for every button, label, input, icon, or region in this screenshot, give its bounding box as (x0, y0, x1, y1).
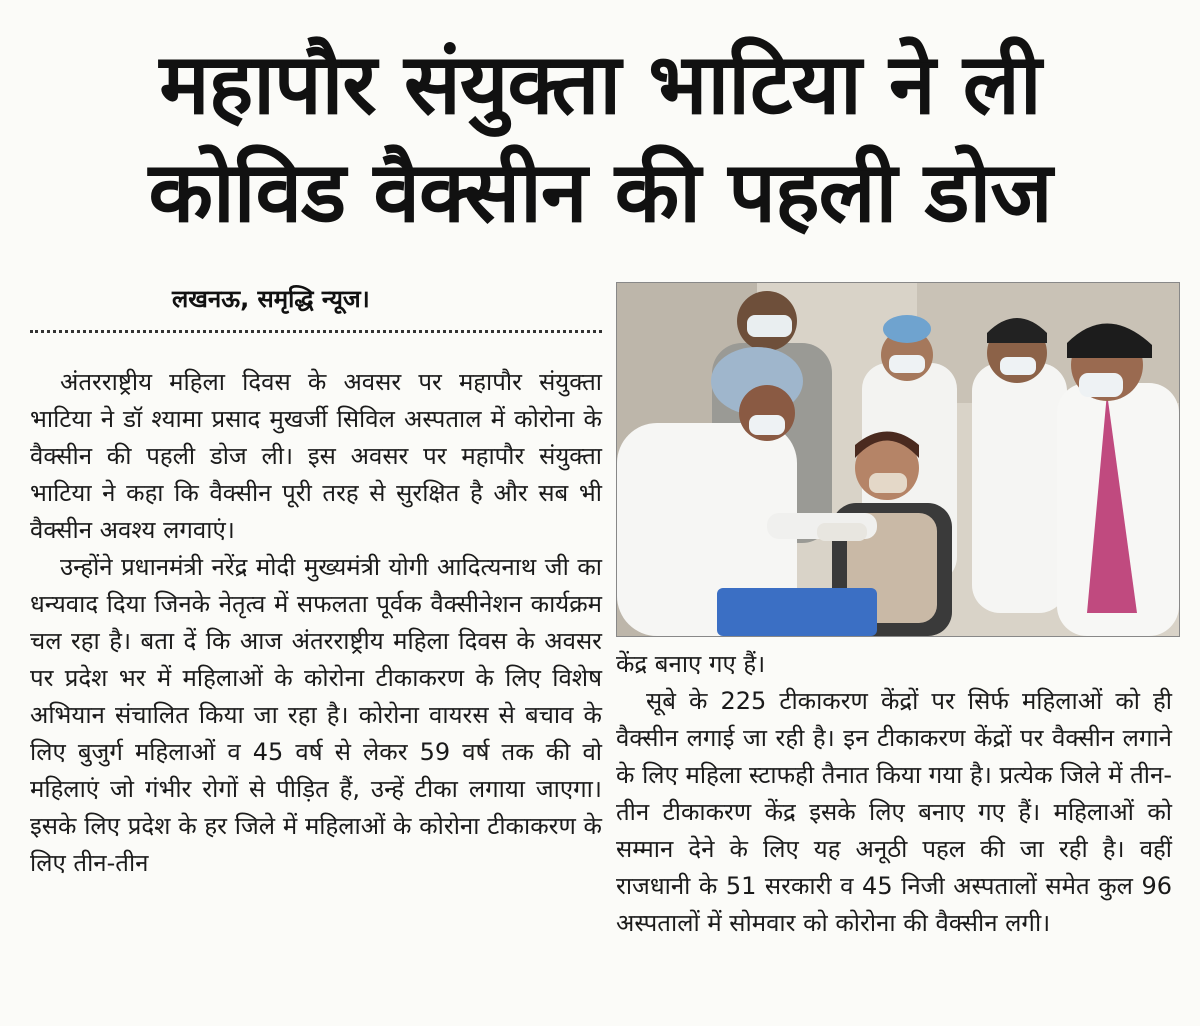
article-continuation: केंद्र बनाए गए हैं। (616, 650, 766, 678)
article-left-column (30, 364, 602, 882)
headline-line-2: कोविड वैक्सीन की पहली डोज (148, 143, 1052, 241)
headline (0, 30, 1200, 246)
article-paragraph-2: उन्होंने प्रधानमंत्री नरेंद्र मोदी मुख्यमंत्री योगी आदित्यनाथ जी का धन्यवाद दिया जिनके नेतृत्व में सफलता पूर्वक वैक्सीनेशन कार्यक्रम चल रहा है। बता दें कि आज अंतरराष्ट्रीय महिला दिवस के अवसर पर प्रदेश भर में महिलाओं के कोरोना टीकाकरण के लिए विशेष अभियान संचालित किया जा रहा है। कोरोना वायरस से बचाव के लिए बुजुर्ग महिलाओं व 45 वर्ष से लेकर 59 वर्ष तक की वो महिलाएं जो गंभीर रोगों से पीड़ित हैं, उन्हें टीका लगाया जाएगा। इसके लिए प्रदेश के हर जिले में महिलाओं के कोरोना टीकाकरण के लिए तीन-तीन (30, 553, 602, 877)
article-paragraph-1: अंतरराष्ट्रीय महिला दिवस के अवसर पर महापौर संयुक्ता भाटिया ने डॉ श्यामा प्रसाद मुखर्जी सिविल अस्पताल में कोरोना के वैक्सीन की पहली डोज ली। इस अवसर पर महापौर संयुक्ता भाटिया ने कहा कि वैक्सीन पूरी तरह से सुरक्षित है और सब भी वैक्सीन अवश्य लगवाएं। (30, 368, 602, 544)
article-paragraph-3: सूबे के 225 टीकाकरण केंद्रों पर सिर्फ महिलाओं को ही वैक्सीन लगाई जा रही है। इन टीकाकरण केंद्रों पर वैक्सीन लगाने के लिए महिला स्टाफही तैनात किया गया है। प्रत्येक जिले में तीन-तीन टीकाकरण केंद्र इसके लिए बनाए गए हैं। महिलाओं को सम्मान देने के लिए यह अनूठी पहल की जा रही है। वहीं राजधानी के 51 सरकारी व 45 निजी अस्पतालों समेत कुल 96 अस्पतालों में सोमवार को कोरोना की वैक्सीन लगी। (616, 687, 1172, 937)
headline-line-1: महापौर संयुक्ता भाटिया ने ली (159, 35, 1041, 133)
dotted-divider (30, 330, 602, 333)
article-right-column (616, 646, 1172, 942)
news-photo-vaccination (616, 282, 1180, 637)
photo-illustration (617, 283, 1179, 636)
dateline: लखनऊ, समृद्धि न्यूज। (172, 285, 370, 313)
